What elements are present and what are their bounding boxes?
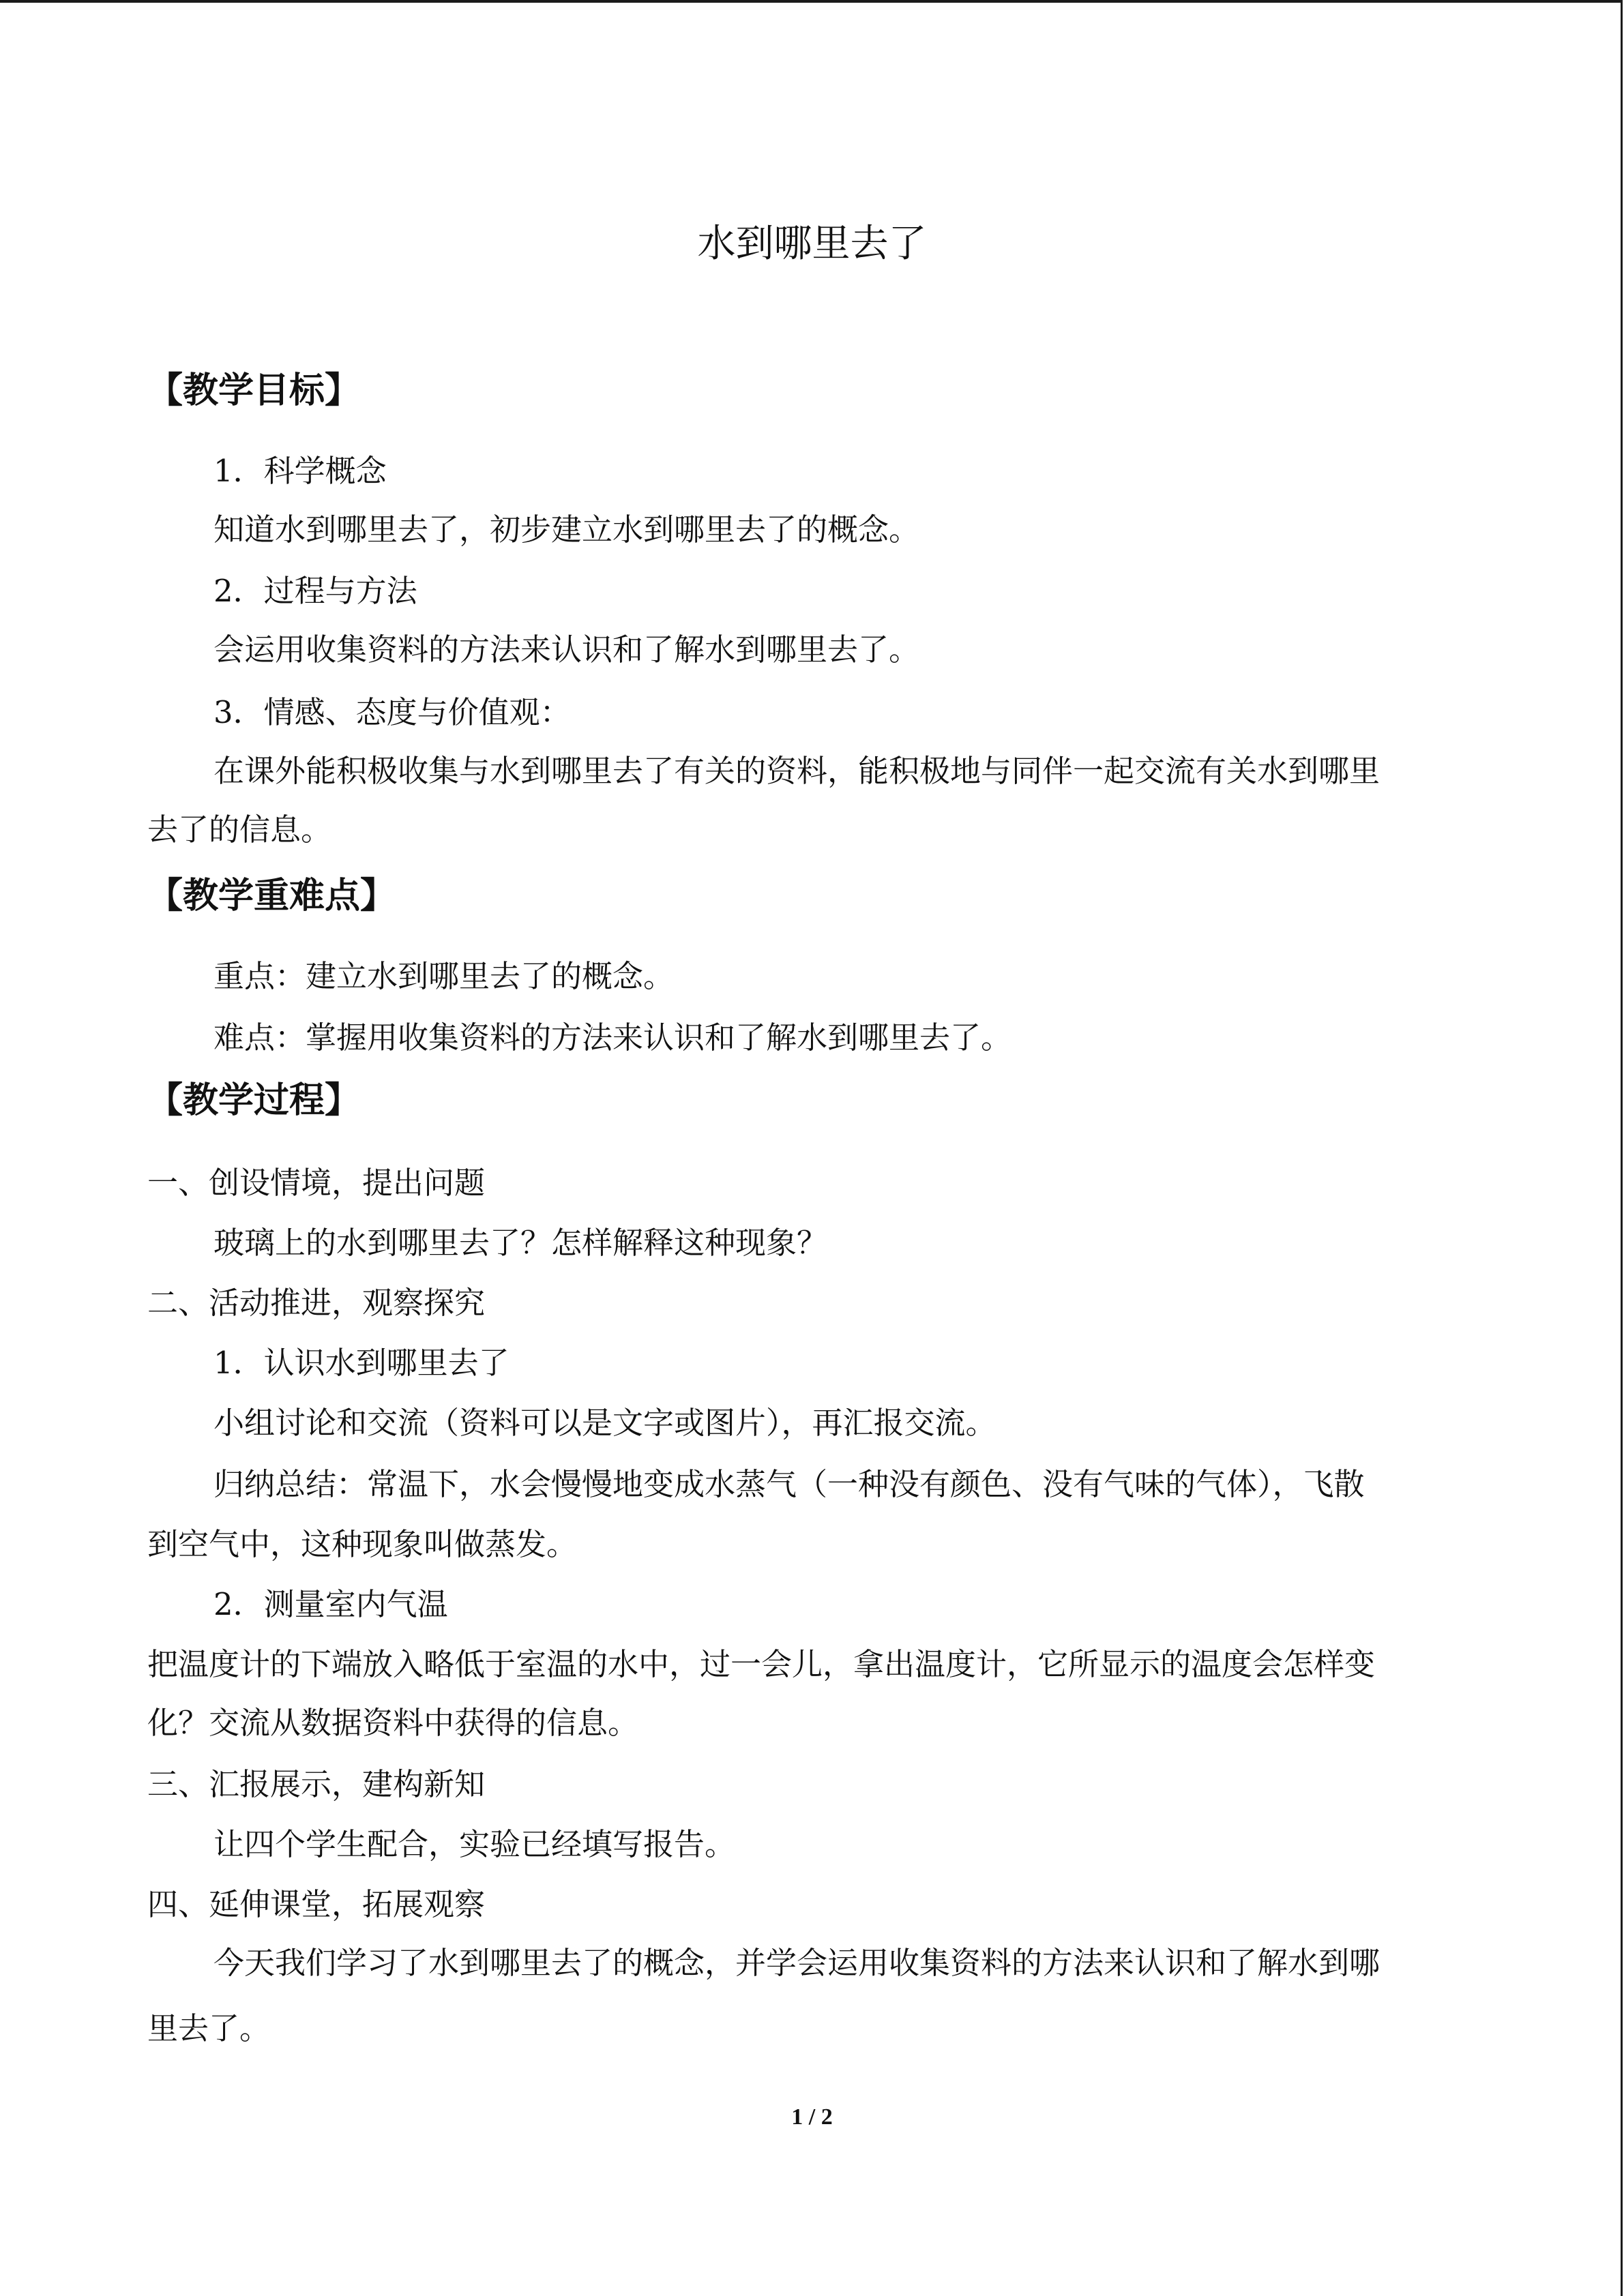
process-step-2: 二、活动推进，观察探究: [147, 1285, 486, 1321]
process-text: 归纳总结：常温下，水会慢慢地变成水蒸气（一种没有颜色、没有气味的气体），飞散: [213, 1466, 1365, 1502]
page-number: 1 / 2: [791, 2104, 833, 2130]
objective-text-2: 会运用收集资料的方法来认识和了解水到哪里去了。: [213, 631, 920, 668]
objective-text-3-cont: 去了的信息。: [147, 811, 332, 848]
objective-text-1: 知道水到哪里去了，初步建立水到哪里去了的概念。: [213, 511, 920, 548]
process-step-3: 三、汇报展示，建构新知: [147, 1766, 486, 1802]
process-text: 玻璃上的水到哪里去了？怎样解释这种现象？: [213, 1225, 828, 1261]
process-substep-2: 2．测量室内气温: [213, 1586, 448, 1622]
process-text: 化？交流从数据资料中获得的信息。: [147, 1705, 639, 1741]
objective-item-2: 2．过程与方法: [213, 573, 417, 609]
key-point: 重点：建立水到哪里去了的概念。: [213, 958, 675, 994]
process-text: 到空气中，这种现象叫做蒸发。: [147, 1526, 578, 1562]
process-text: 里去了。: [147, 2010, 271, 2046]
process-substep-1: 1．认识水到哪里去了: [213, 1345, 510, 1381]
section-heading-process: 【教学过程】: [147, 1080, 361, 1121]
process-text: 今天我们学习了水到哪里去了的概念，并学会运用收集资料的方法来认识和了解水到哪: [213, 1945, 1381, 1981]
process-step-1: 一、创设情境，提出问题: [147, 1165, 486, 1201]
section-heading-key-points: 【教学重难点】: [147, 876, 396, 916]
process-text: 把温度计的下端放入略低于室温的水中，过一会儿，拿出温度计，它所显示的温度会怎样变: [147, 1646, 1376, 1682]
document-title: 水到哪里去了: [697, 222, 927, 266]
objective-text-3: 在课外能积极收集与水到哪里去了有关的资料，能积极地与同伴一起交流有关水到哪里: [213, 753, 1381, 789]
process-text: 小组讨论和交流（资料可以是文字或图片），再汇报交流。: [213, 1405, 996, 1441]
objective-item-3: 3．情感、态度与价值观：: [213, 694, 571, 730]
difficult-point: 难点：掌握用收集资料的方法来认识和了解水到哪里去了。: [213, 1019, 1012, 1056]
objective-item-1: 1．科学概念: [213, 453, 387, 489]
process-text: 让四个学生配合，实验已经填写报告。: [213, 1826, 736, 1862]
section-heading-objectives: 【教学目标】: [147, 370, 361, 411]
process-step-4: 四、延伸课堂，拓展观察: [147, 1886, 486, 1922]
